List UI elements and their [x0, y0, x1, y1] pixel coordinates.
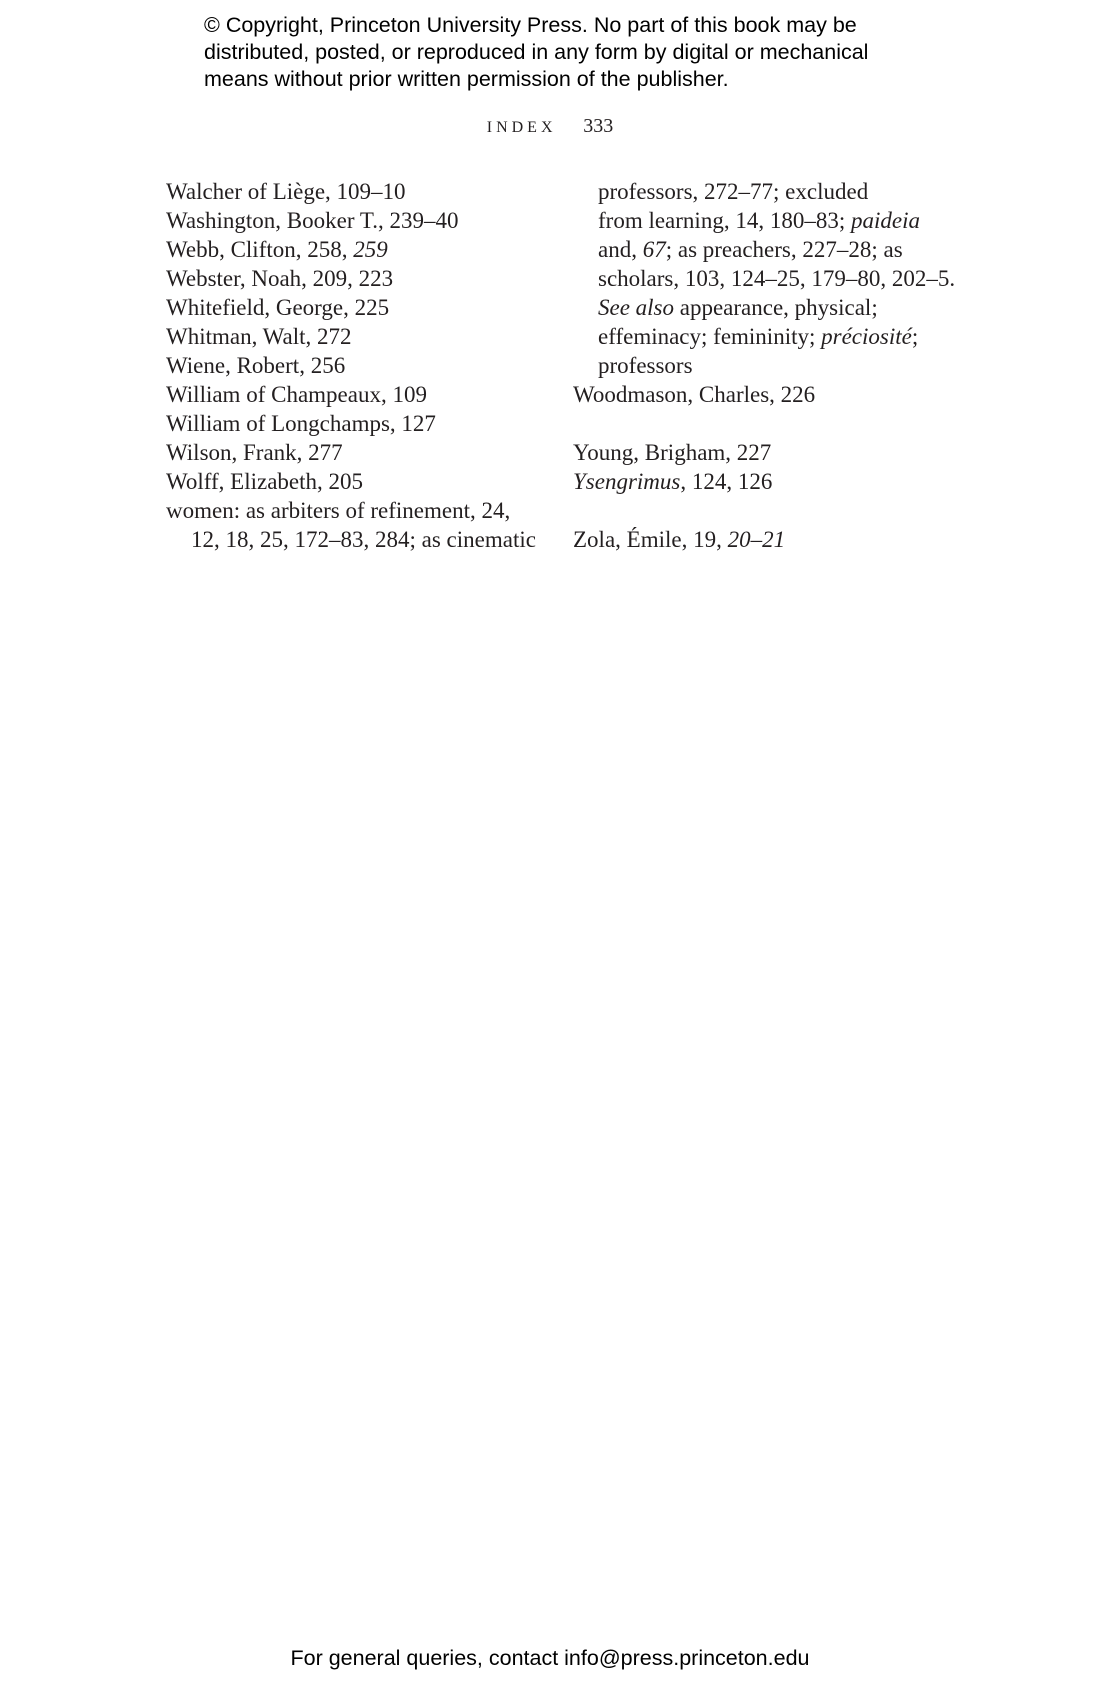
- index-entry-webb: [166, 235, 556, 264]
- copyright-line-3: means without prior written permission of the publisher.: [204, 67, 729, 91]
- index-entry-ysengrimus: [573, 467, 973, 496]
- index-text: ; as preachers, 227–28; as: [665, 237, 903, 262]
- index-entry-young: Young, Brigham, 227: [573, 440, 772, 465]
- page-number: 333: [583, 115, 614, 137]
- index-italic-page: 67: [642, 237, 666, 262]
- index-italic-page: 20–21: [727, 527, 786, 552]
- index-entry-women-continued: professors, 272–77; excluded: [598, 179, 869, 204]
- see-also-label: See also: [598, 295, 675, 320]
- index-text: , 124, 126: [680, 469, 773, 494]
- index-entry-walcher: Walcher of Liège, 109–10: [166, 179, 406, 204]
- copyright-line-1: © Copyright, Princeton University Press. No part of this book may be: [204, 13, 857, 37]
- index-entry-webb-italic-page: 259: [353, 237, 388, 262]
- index-text: from learning, 14, 180–83;: [598, 208, 851, 233]
- index-entry-washington: Washington, Booker T., 239–40: [166, 208, 459, 233]
- index-entry-women-continued: 12, 18, 25, 172–83, 284; as cinematic: [191, 527, 536, 552]
- index-entry-women: women: as arbiters of refinement, 24,: [166, 498, 511, 523]
- index-entry-women-see-also: professors: [598, 353, 693, 378]
- index-entry-whitefield: Whitefield, George, 225: [166, 295, 390, 320]
- index-entry-champeaux: William of Champeaux, 109: [166, 382, 427, 407]
- index-entry-webster: Webster, Noah, 209, 223: [166, 266, 394, 291]
- index-entry-women-see-also: [573, 293, 973, 322]
- copyright-notice: [204, 12, 924, 93]
- index-entry-women-continued: scholars, 103, 124–25, 179–80, 202–5.: [598, 266, 956, 291]
- index-entry-webb-text: Webb, Clifton, 258,: [166, 237, 354, 262]
- index-text: Zola, Émile, 19,: [573, 527, 728, 552]
- index-entry-women-continued: [573, 206, 973, 235]
- index-entry-wiene: Wiene, Robert, 256: [166, 353, 346, 378]
- index-entry-women-continued: [573, 235, 973, 264]
- index-italic-term: préciosité: [821, 324, 912, 349]
- letter-group-gap: [573, 409, 973, 438]
- running-head: [0, 115, 1100, 138]
- index-text: appearance, physical;: [674, 295, 878, 320]
- index-right-column: [573, 177, 973, 554]
- index-italic-title: Ysengrimus: [573, 469, 681, 494]
- index-entry-wolff: Wolff, Elizabeth, 205: [166, 469, 364, 494]
- index-entry-woodmason: Woodmason, Charles, 226: [573, 382, 816, 407]
- index-text: effeminacy; femininity;: [598, 324, 822, 349]
- running-head-label: INDEX: [486, 119, 557, 136]
- index-entry-women-see-also: [573, 322, 973, 351]
- letter-group-gap: [573, 496, 973, 525]
- index-left-column: [166, 177, 556, 554]
- index-entry-wilson: Wilson, Frank, 277: [166, 440, 343, 465]
- index-entry-zola: [573, 525, 973, 554]
- index-italic-term: paideia: [850, 208, 920, 233]
- index-text: and,: [598, 237, 643, 262]
- copyright-line-2: distributed, posted, or reproduced in any form by digital or mechanical: [204, 40, 869, 64]
- index-entry-whitman: Whitman, Walt, 272: [166, 324, 352, 349]
- index-entry-longchamps: William of Longchamps, 127: [166, 411, 436, 436]
- footer-contact: For general queries, contact info@press.princeton.edu: [290, 1646, 810, 1670]
- index-text: ;: [911, 324, 919, 349]
